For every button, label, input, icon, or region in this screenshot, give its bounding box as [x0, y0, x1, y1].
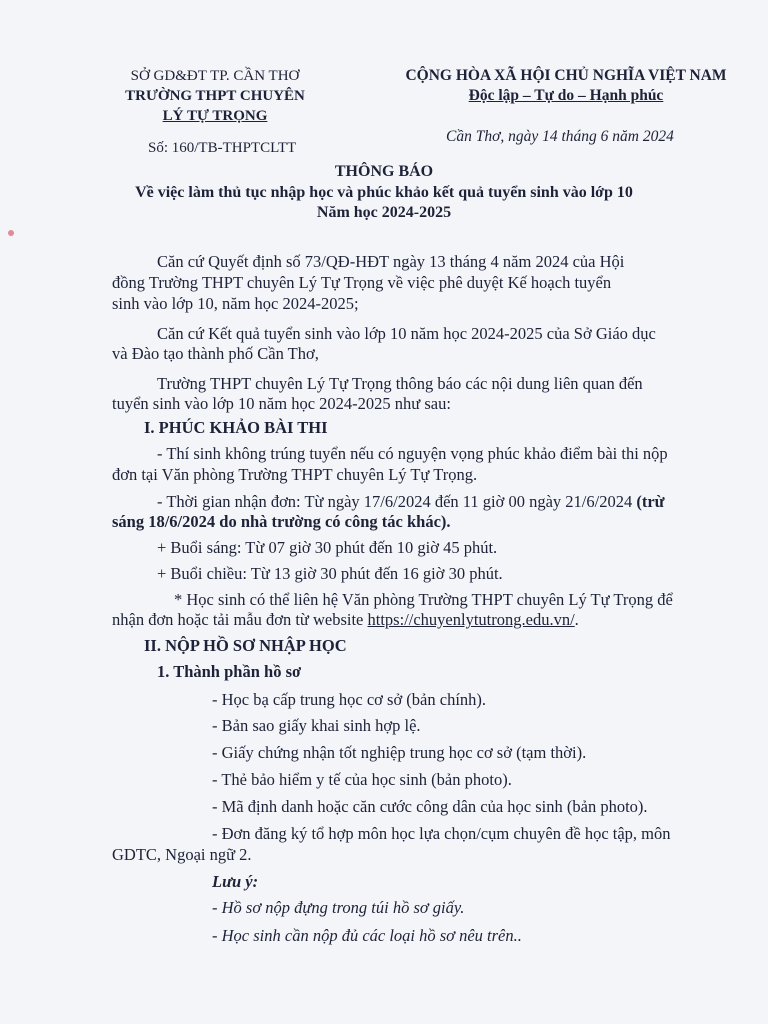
notice-year: Năm học 2024-2025 [316, 204, 452, 221]
para1-line1: Căn cứ Quyết định số 73/QĐ-HĐT ngày 13 tháng 4 năm 2024 của Hội [157, 252, 625, 271]
list-item: - Mã định danh hoặc căn cước công dân của học sinh (bản photo). [212, 797, 648, 816]
section1-heading: I. PHÚC KHẢO BÀI THI [144, 418, 328, 437]
para1-line2: đồng Trường THPT chuyên Lý Tự Trọng về việc phê duyệt Kế hoạch tuyển [112, 273, 612, 292]
list-item: - Giấy chứng nhận tốt nghiệp trung học cơ sở (tạm thời). [212, 743, 587, 762]
national-header [388, 66, 744, 106]
afternoon-hours: + Buổi chiều: Từ 13 giờ 30 phút đến 16 giờ 30 phút. [157, 564, 503, 583]
receive-time-text: - Thời gian nhận đơn: Từ ngày 17/6/2024 đến 11 giờ 00 ngày 21/6/2024 [157, 492, 637, 511]
list-item: - Bản sao giấy khai sinh hợp lệ. [212, 716, 421, 735]
section2-subheading: 1. Thành phần hồ sơ [157, 662, 302, 681]
issuer-school-line2: LÝ TỰ TRỌNG [162, 108, 268, 124]
issuer-school-line1: TRƯỜNG THPT CHUYÊN [125, 88, 305, 104]
national-motto: Độc lập – Tự do – Hạnh phúc [468, 87, 664, 104]
morning-hours: + Buổi sáng: Từ 07 giờ 30 phút đến 10 giờ 45 phút. [157, 538, 498, 557]
section1-item-b-line2: sáng 18/6/2024 do nhà trường có công tác khác). [112, 512, 451, 531]
document-number: Số: 160/TB-THPTCLTT [148, 140, 297, 156]
list-item-continuation: GDTC, Ngoại ngữ 2. [112, 845, 252, 864]
receive-time-exception: (trừ [636, 492, 665, 511]
issuer-block [100, 66, 330, 126]
para3-line1: Trường THPT chuyên Lý Tự Trọng thông báo các nội dung liên quan đến [157, 374, 643, 393]
para1-line3: sinh vào lớp 10, năm học 2024-2025; [112, 294, 359, 313]
website-intro: nhận đơn hoặc tải mẫu đơn từ website [112, 610, 368, 629]
section1-item-b-line1 [157, 492, 665, 512]
note-item: - Học sinh cần nộp đủ các loại hồ sơ nêu trên.. [212, 926, 522, 945]
section1-item-e-line2 [112, 610, 579, 630]
list-item: - Học bạ cấp trung học cơ sở (bản chính). [212, 690, 487, 709]
ink-mark [8, 230, 14, 236]
note-label: Lưu ý: [212, 872, 259, 891]
list-item: - Thẻ bảo hiểm y tế của học sinh (bản photo). [212, 770, 512, 789]
note-item: - Hồ sơ nộp đựng trong túi hồ sơ giấy. [212, 898, 465, 917]
notice-subject: Về việc làm thủ tục nhập học và phúc khảo kết quả tuyển sinh vào lớp 10 [135, 184, 633, 201]
para2-line2: và Đào tạo thành phố Cần Thơ, [112, 344, 319, 363]
para3-line2: tuyển sinh vào lớp 10 năm học 2024-2025 như sau: [112, 394, 451, 413]
issue-date: Cần Thơ, ngày 14 tháng 6 năm 2024 [446, 128, 674, 145]
notice-title: THÔNG BÁO [334, 163, 434, 180]
issuer-department: SỞ GD&ĐT TP. CẦN THƠ [130, 68, 300, 84]
national-title: CỘNG HÒA XÃ HỘI CHỦ NGHĨA VIỆT NAM [405, 67, 727, 84]
para2-line1: Căn cứ Kết quả tuyển sinh vào lớp 10 năm học 2024-2025 của Sở Giáo dục [157, 324, 656, 343]
school-website-link[interactable]: https://chuyenlytutrong.edu.vn/ [367, 610, 575, 629]
section2-heading: II. NỘP HỒ SƠ NHẬP HỌC [144, 636, 347, 655]
website-end: . [574, 610, 579, 629]
section1-item-a-line1: - Thí sinh không trúng tuyển nếu có nguyện vọng phúc khảo điểm bài thi nộp [157, 444, 668, 463]
list-item: - Đơn đăng ký tổ hợp môn học lựa chọn/cụm chuyên đề học tập, môn [212, 824, 671, 843]
section1-item-e-line1: * Học sinh có thể liên hệ Văn phòng Trường THPT chuyên Lý Tự Trọng để [174, 590, 673, 609]
section1-item-a-line2: đơn tại Văn phòng Trường THPT chuyên Lý Tự Trọng. [112, 465, 478, 484]
